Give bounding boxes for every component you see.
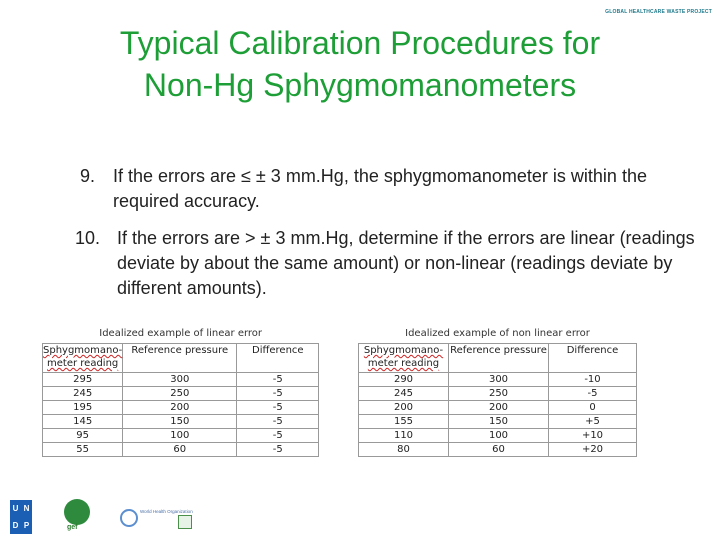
table-cell: -5 [237, 415, 319, 429]
table-row [43, 387, 319, 401]
table-cell: 250 [449, 387, 549, 401]
slide-title [0, 22, 720, 106]
table-caption: Idealized example of linear error [99, 328, 263, 339]
table-cell: 100 [449, 429, 549, 443]
column-header-difference: Difference [549, 344, 637, 373]
column-header-text: Sphygmomano-meter reading [363, 345, 444, 369]
table-cell: 300 [449, 373, 549, 387]
column-header-reading [359, 344, 449, 373]
table-cell: 150 [123, 415, 237, 429]
table-cell: 150 [449, 415, 549, 429]
table-cell: 110 [359, 429, 449, 443]
table-row [43, 401, 319, 415]
table-row [359, 401, 637, 415]
list-item-text: If the errors are ≤ ± 3 mm.Hg, the sphygmomanometer is within the required accuracy. [113, 166, 647, 211]
table-row [359, 443, 637, 457]
table-cell: 60 [449, 443, 549, 457]
table-row [359, 387, 637, 401]
table-cell: 200 [359, 401, 449, 415]
table-row [359, 373, 637, 387]
who-logo [120, 509, 138, 527]
table-cell: -5 [237, 387, 319, 401]
table-row [43, 373, 319, 387]
table-caption: Idealized example of non linear error [405, 328, 590, 339]
list-item-number: 10. [75, 228, 101, 248]
unep-logo [178, 515, 192, 529]
table-cell: 55 [43, 443, 123, 457]
table-cell: 295 [43, 373, 123, 387]
column-header-reading [43, 344, 123, 373]
table-cell: -10 [549, 373, 637, 387]
table-cell: 245 [359, 387, 449, 401]
undp-logo [10, 500, 32, 534]
table-cell: 200 [449, 401, 549, 415]
table-cell: 60 [123, 443, 237, 457]
table-cell: 195 [43, 401, 123, 415]
table-header-row [43, 344, 319, 373]
linear-error-table [42, 343, 319, 457]
table-cell: +5 [549, 415, 637, 429]
table-cell: -5 [237, 401, 319, 415]
list-item-text: If the errors are > ± 3 mm.Hg, determine if the errors are linear (readings deviate by about the same amount) or non-linear (readings deviate by different amounts). [117, 228, 695, 298]
table-row [43, 443, 319, 457]
table-row [359, 429, 637, 443]
table-row [359, 415, 637, 429]
nonlinear-error-table [358, 343, 637, 457]
table-cell: 95 [43, 429, 123, 443]
table-cell: -5 [237, 429, 319, 443]
table-cell: -5 [237, 373, 319, 387]
table-cell: 80 [359, 443, 449, 457]
slide-title-line-1: Typical Calibration Procedures for [119, 25, 601, 61]
table-row [43, 429, 319, 443]
partner-logos [10, 497, 250, 537]
table-cell: +10 [549, 429, 637, 443]
table-cell: 200 [123, 401, 237, 415]
table-cell: 290 [359, 373, 449, 387]
slide-title-line-2: Non-Hg Sphygmomanometers [143, 67, 577, 103]
table-cell: -5 [237, 443, 319, 457]
table-header-row [359, 344, 637, 373]
column-header-text: Sphygmomano-meter reading [43, 345, 123, 369]
list-item-9 [80, 164, 700, 214]
column-header-reference: Reference pressure [123, 344, 237, 373]
top-bar [0, 0, 720, 5]
undp-logo-letter: N [23, 504, 30, 513]
table-cell: -5 [549, 387, 637, 401]
gef-logo [64, 499, 90, 525]
list-item-10 [75, 226, 700, 301]
table-cell: 0 [549, 401, 637, 415]
table-cell: +20 [549, 443, 637, 457]
column-header-difference: Difference [237, 344, 319, 373]
table-cell: 100 [123, 429, 237, 443]
who-logo-text: World Health Organization [140, 509, 193, 514]
gef-logo-text: gef [67, 524, 78, 531]
project-tag: GLOBAL HEALTHCARE WASTE PROJECT [605, 9, 712, 15]
list-item-number: 9. [80, 166, 96, 186]
table-row [43, 415, 319, 429]
column-header-reference: Reference pressure [449, 344, 549, 373]
linear-error-table-block [42, 325, 319, 457]
table-cell: 250 [123, 387, 237, 401]
undp-logo-letter: U [12, 504, 19, 513]
nonlinear-error-table-block [358, 325, 637, 457]
table-cell: 300 [123, 373, 237, 387]
table-cell: 155 [359, 415, 449, 429]
table-cell: 245 [43, 387, 123, 401]
undp-logo-letter: D [12, 521, 19, 530]
undp-logo-letter: P [23, 521, 30, 530]
table-cell: 145 [43, 415, 123, 429]
